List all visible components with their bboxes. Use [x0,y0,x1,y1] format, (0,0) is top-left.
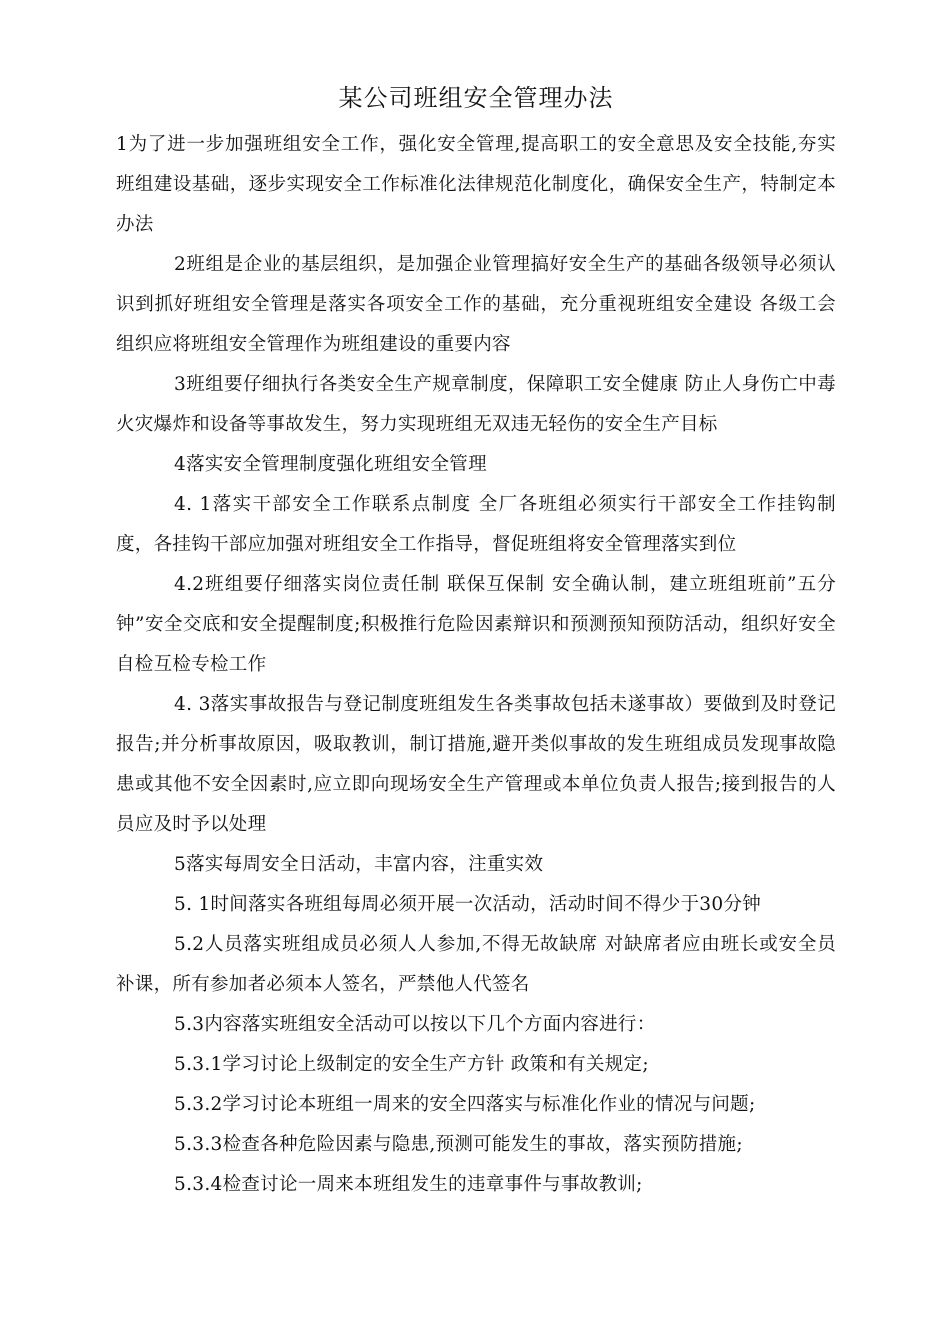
paragraph-5-3-4: 5.3.4检查讨论一周来本班组发生的违章事件与事故教训; [174,1174,643,1195]
paragraph-5-3-1: 5.3.1学习讨论上级制定的安全生产方针 政策和有关规定; [174,1054,649,1075]
paragraph-4-1: 4. 1落实干部安全工作联系点制度 全厂各班组必须实行干部安全工作挂钩制度，各挂钩干部应加强对班组安全工作指导，督促班组将安全管理落实到位 [116,494,836,555]
paragraph-2-team-basis: 2班组是企业的基层组织，是加强企业管理搞好安全生产的基础各级领导必须认识到抓好班组安全管理是落实各项安全工作的基础，充分重视班组安全建设 各级工会组织应将班组安全管理作为班组建设的重要内容 [116,254,836,355]
paragraph-1-purpose: 1为了进一步加强班组安全工作，强化安全管理,提高职工的安全意思及安全技能,夯实班组建设基础，逐步实现安全工作标准化法律规范化制度化，确保安全生产，特制定本办法 [116,134,836,235]
paragraph-5-2: 5.2人员落实班组成员必须人人参加,不得无故缺席 对缺席者应由班长或安全员补课，所有参加者必须本人签名，严禁他人代签名 [116,934,836,995]
paragraph-4-3: 4. 3落实事故报告与登记制度班组发生各类事故包括未遂事故）要做到及时登记报告;并分析事故原因，吸取教训，制订措施,避开类似事故的发生班组成员发现事故隐患或其他不安全因素时,应立即向现场安全生产管理或本单位负责人报告;接到报告的人员应及时予以处理 [116,694,836,835]
paragraph-5-3-2: 5.3.2学习讨论本班组一周来的安全四落实与标准化作业的情况与问题; [174,1094,756,1115]
paragraph-5-heading: 5落实每周安全日活动，丰富内容，注重实效 [174,854,544,875]
document-title: 某公司班组安全管理办法 [338,84,614,112]
paragraph-5-1: 5. 1时间落实各班组每周必须开展一次活动，活动时间不得少于30分钟 [174,894,762,915]
paragraph-5-3: 5.3内容落实班组安全活动可以按以下几个方面内容进行： [174,1014,656,1035]
paragraph-4-heading: 4落实安全管理制度强化班组安全管理 [174,454,487,475]
paragraph-3-regulations: 3班组要仔细执行各类安全生产规章制度，保障职工安全健康 防止人身伤亡中毒火灾爆炸和设备等事故发生，努力实现班组无双违无轻伤的安全生产目标 [116,374,836,435]
paragraph-5-3-3: 5.3.3检查各种危险因素与隐患,预测可能发生的事故，落实预防措施; [174,1134,743,1155]
paragraph-4-2: 4.2班组要仔细落实岗位责任制 联保互保制 安全确认制，建立班组班前”五分钟”安全交底和安全提醒制度;积极推行危险因素辩识和预测预知预防活动，组织好安全自检互检专检工作 [116,574,836,675]
